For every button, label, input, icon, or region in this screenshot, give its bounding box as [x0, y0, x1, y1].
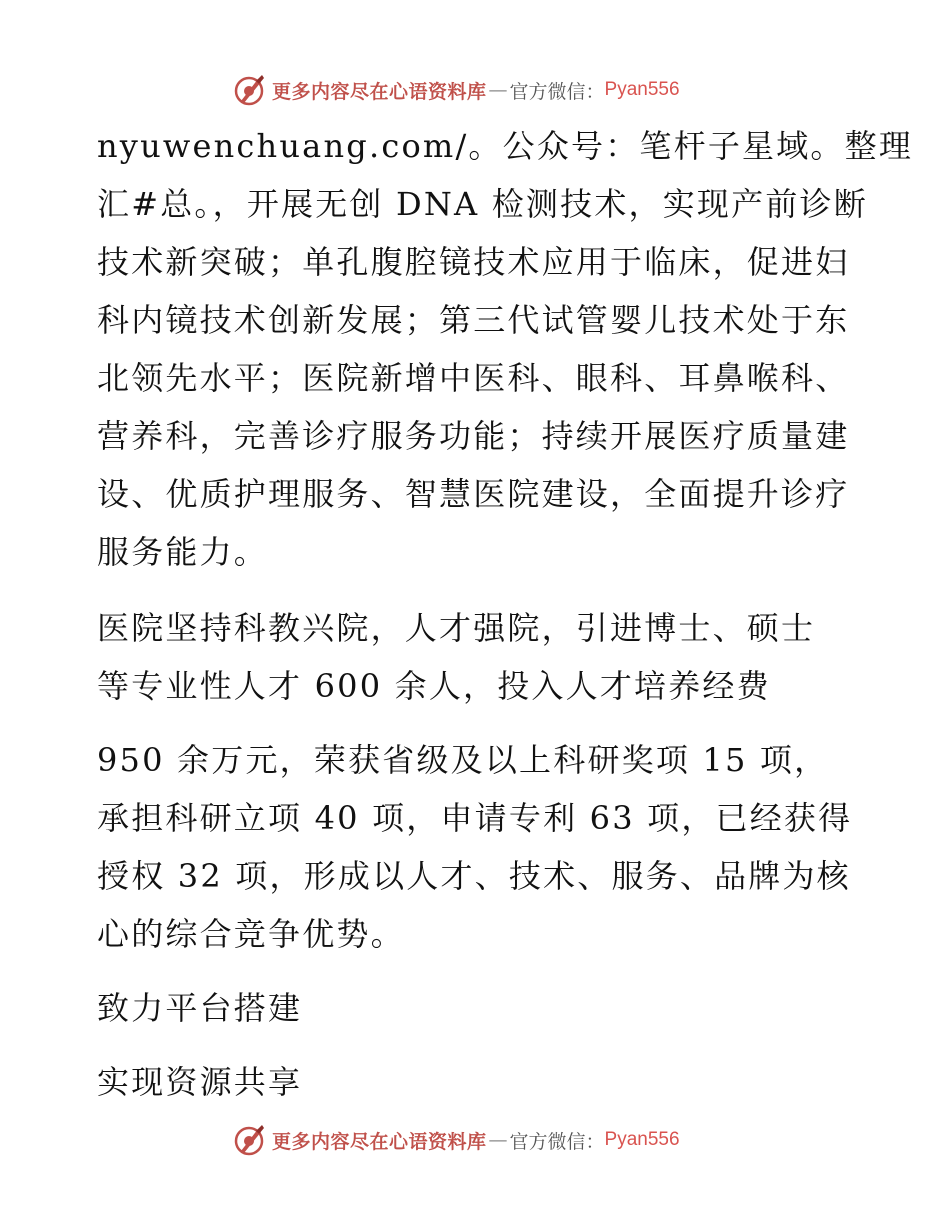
footer-wechat-handle: Pyan556 — [604, 1129, 680, 1150]
body-line: 950 余万元，荣获省级及以上科研奖项 15 项， — [97, 741, 829, 779]
section-heading: 实现资源共享 — [97, 1063, 303, 1101]
body-line: 承担科研立项 40 项，申请专利 63 项，已经获得 — [97, 799, 853, 837]
body-line: nyuwenchuang.com/。公众号：笔杆子星域。整理 — [97, 127, 914, 165]
body-line: 医院坚持科教兴院，人才强院，引进博士、硕士 — [97, 609, 816, 647]
body-line: 科内镜技术创新发展；第三代试管婴儿技术处于东 — [97, 301, 850, 339]
header-wechat-handle: Pyan556 — [604, 79, 680, 100]
body-line: 服务能力。 — [97, 533, 269, 571]
footer-brand-text: 更多内容尽在心语资料库 — [272, 1130, 487, 1153]
body-line: 技术新突破；单孔腹腔镜技术应用于临床，促进妇 — [97, 243, 850, 281]
quill-logo-icon — [232, 73, 266, 107]
body-line: 心的综合竞争优势。 — [97, 915, 405, 953]
body-line: 北领先水平；医院新增中医科、眼科、耳鼻喉科、 — [97, 359, 850, 397]
body-line: 等专业性人才 600 余人，投入人才培养经费 — [97, 667, 771, 705]
body-line: 汇#总。，开展无创 DNA 检测技术，实现产前诊断 — [97, 185, 868, 223]
header-separator: — — [488, 79, 508, 101]
quill-logo-icon — [232, 1123, 266, 1157]
footer-separator: — — [488, 1129, 508, 1151]
body-line: 营养科，完善诊疗服务功能；持续开展医疗质量建 — [97, 417, 850, 455]
body-line: 授权 32 项，形成以人才、技术、服务、品牌为核 — [97, 857, 851, 895]
section-heading: 致力平台搭建 — [97, 989, 303, 1027]
footer-wechat-label: 官方微信： — [509, 1130, 605, 1153]
footer-banner — [232, 1122, 680, 1158]
body-line: 设、优质护理服务、智慧医院建设，全面提升诊疗 — [97, 475, 850, 513]
header-brand-text: 更多内容尽在心语资料库 — [272, 80, 487, 103]
header-wechat-label: 官方微信： — [509, 80, 605, 103]
header-banner — [232, 72, 680, 108]
